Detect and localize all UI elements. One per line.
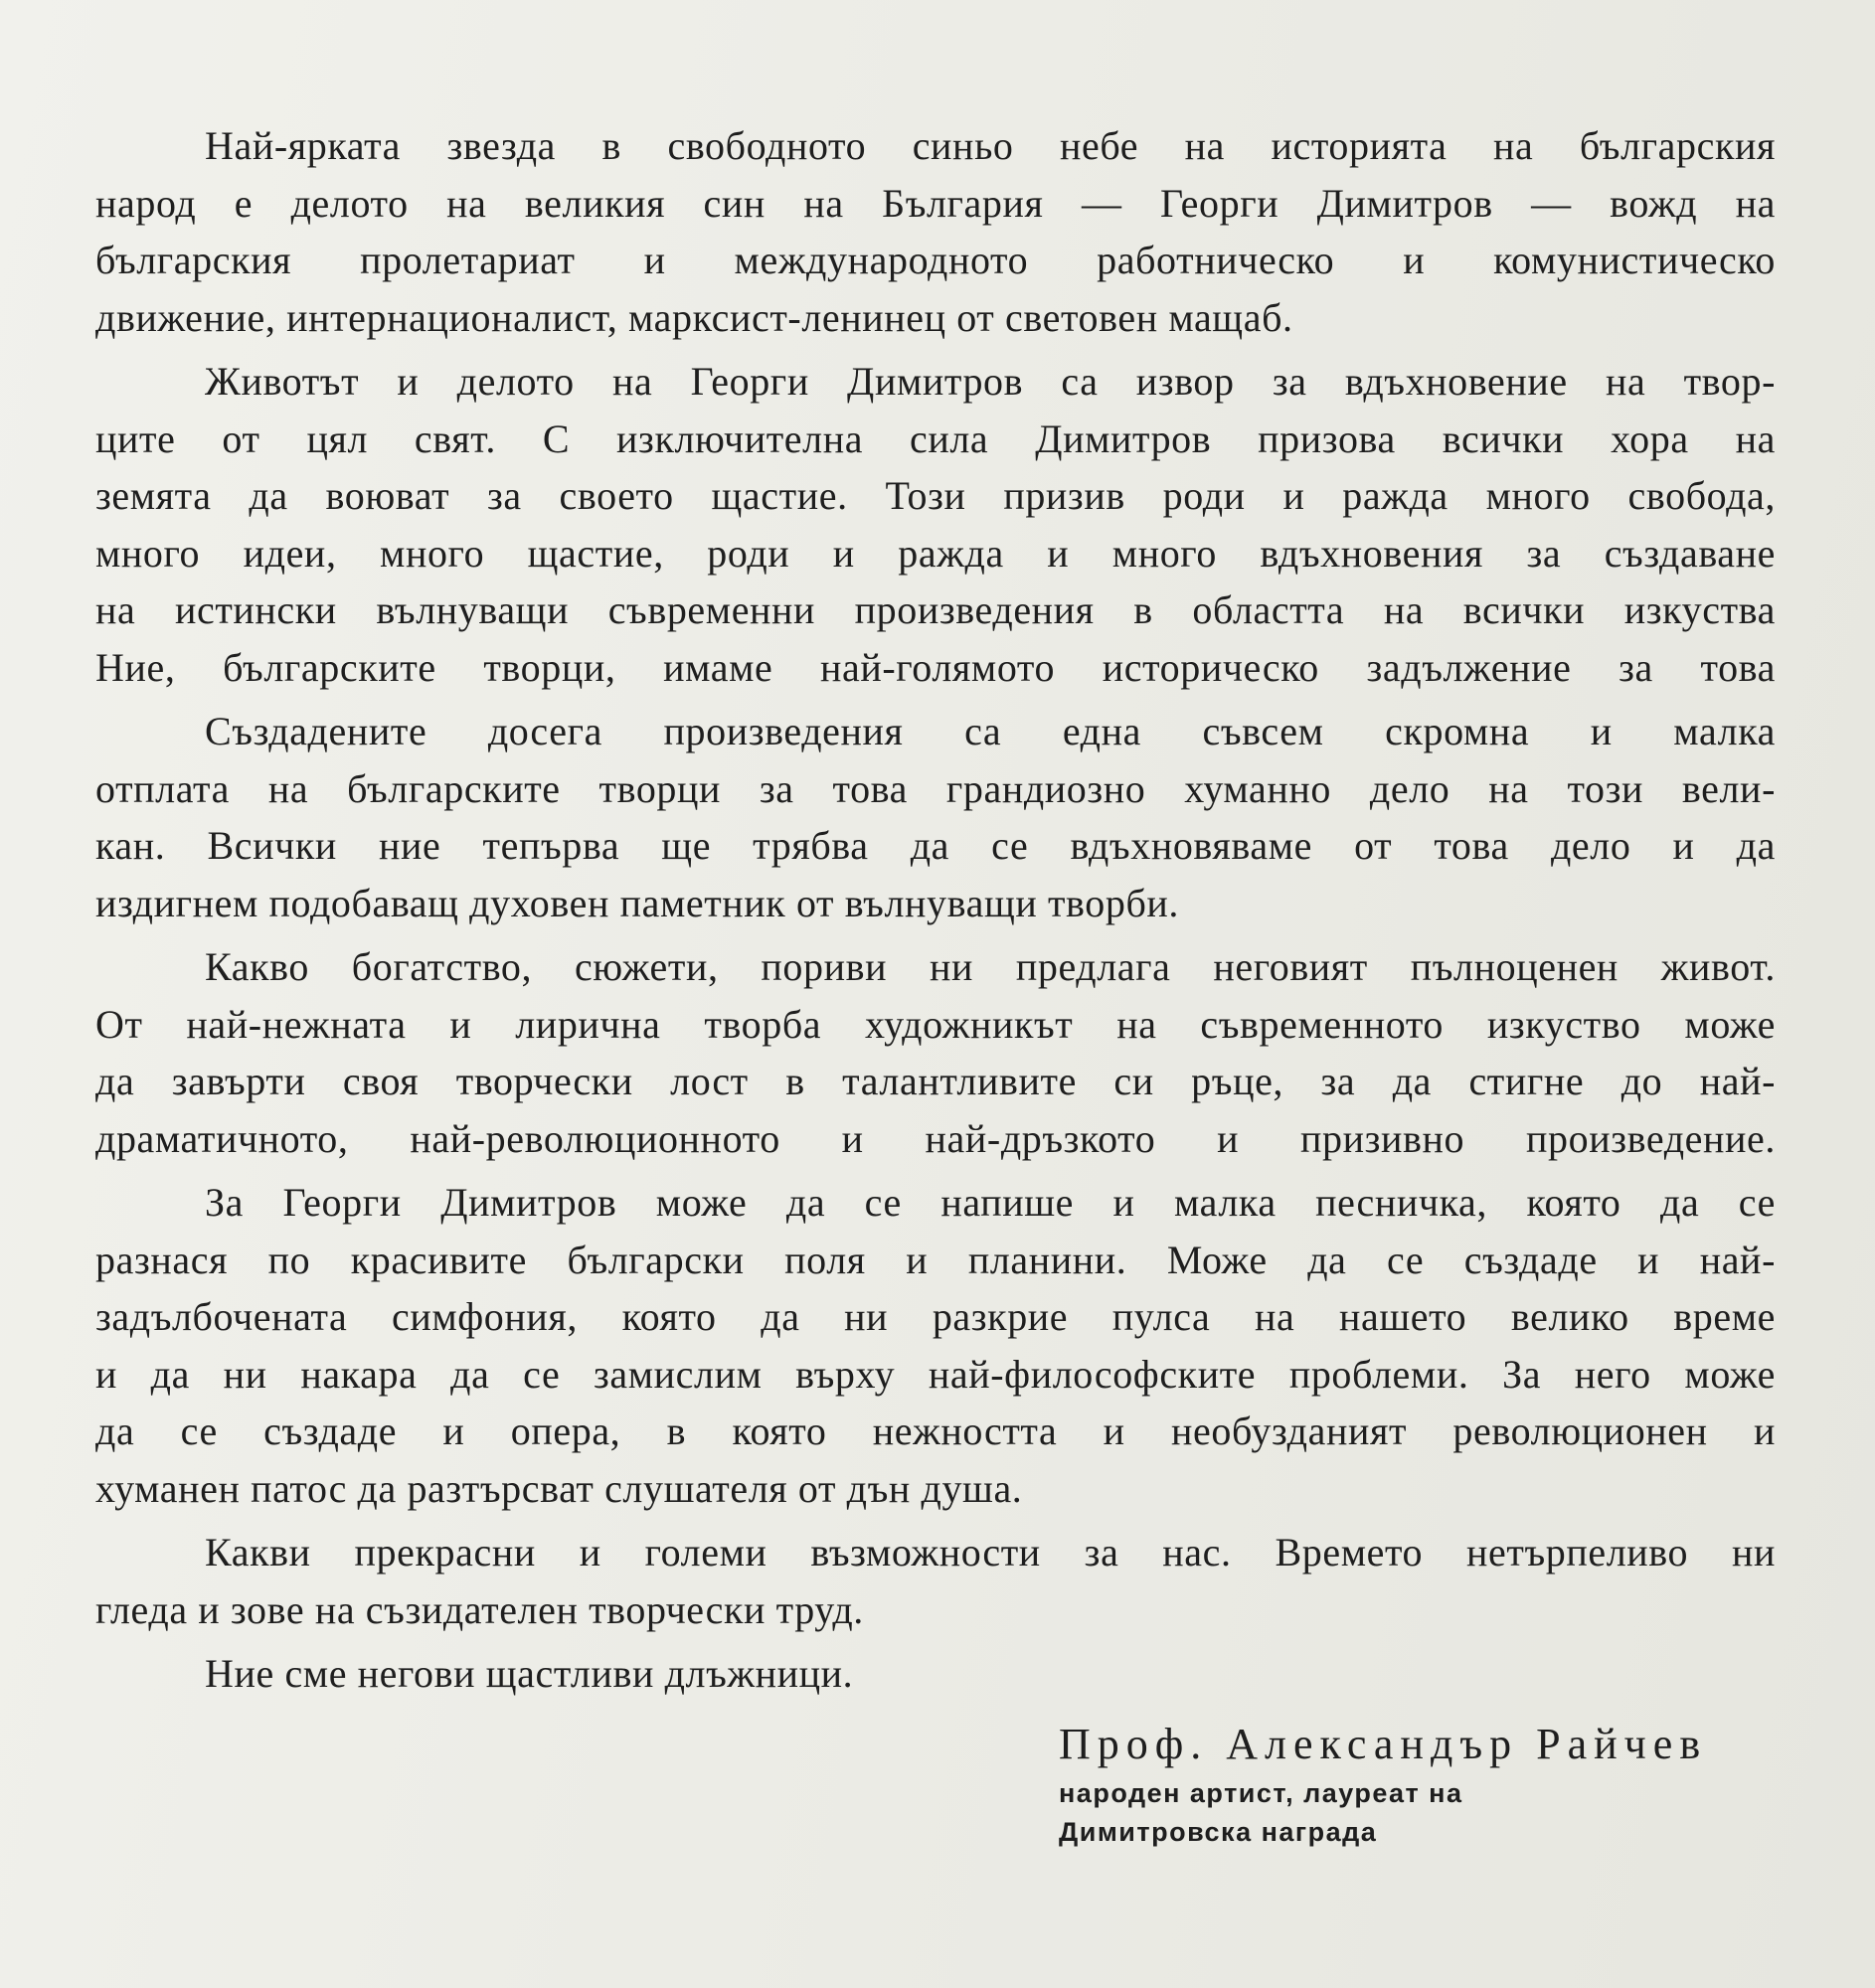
text-line: гледа и зове на съзидателен творчески труд.: [95, 1586, 864, 1632]
text-line: много идеи, много щастие, роди и ражда и много вдъхновения за създаване: [95, 530, 1776, 576]
author-title-line-1: народен артист, лауреат на: [1059, 1778, 1463, 1808]
text-line: Какви прекрасни и големи възможности за нас. Времето нетърпеливо ни: [205, 1530, 1776, 1574]
text-line: Ние сме негови щастливи длъжници.: [205, 1651, 854, 1696]
text-line: на истински вълнуващи съвременни произведения в областта на всички изкуства: [95, 587, 1776, 632]
text-line: Какво богатство, сюжети, пориви ни предлага неговият пълноценен живот.: [205, 944, 1776, 989]
text-line: Създадените досега произведения са една съвсем скромна и малка: [205, 709, 1776, 753]
text-line: движение, интернационалист, марксист-ленинец от световен мащаб.: [95, 294, 1293, 340]
paragraph-3: [95, 703, 1776, 931]
text-line: Най-ярката звезда в свободното синьо небе на историята на българския: [205, 123, 1776, 168]
text-line: кан. Всички ние тепърва ще трябва да се вдъхновяваме от това дело и да: [95, 823, 1776, 868]
text-line: да завърти своя творчески лост в талантливите си ръце, за да стигне до най-: [95, 1059, 1776, 1103]
paragraph-1: [95, 117, 1776, 346]
text-line: земята да воюват за своето щастие. Този призив роди и ражда много свобода,: [95, 473, 1776, 518]
text-line: да се създаде и опера, в която нежността и необузданият революционен и: [95, 1408, 1776, 1453]
paragraph-6: [95, 1524, 1776, 1638]
paragraph-7: [95, 1645, 1776, 1703]
text-line: За Георги Димитров може да се напише и малка песничка, която да се: [205, 1180, 1776, 1225]
text-line: задълбочената симфония, която да ни разкрие пулса на нашето велико време: [95, 1294, 1776, 1339]
text-line: разнася по красивите български поля и планини. Може да се създаде и най-: [95, 1237, 1776, 1282]
text-line: драматичното, най-революционното и най-дръзкото и призивно произведение.: [95, 1115, 1776, 1161]
author-signature: [1059, 1715, 1785, 1852]
paragraph-5: [95, 1174, 1776, 1517]
author-name: Проф. Александър Райчев: [1059, 1720, 1708, 1768]
text-line: народ е делото на великия син на България — Георги Димитров — вожд на: [95, 180, 1776, 226]
text-line: ците от цял свят. С изключителна сила Димитров призова всички хора на: [95, 415, 1776, 461]
text-line: българския пролетариат и международното работническо и комунистическо: [95, 238, 1776, 282]
text-line: и да ни накара да се замислим върху най-философските проблеми. За него може: [95, 1351, 1776, 1397]
text-line: хуманен патос да разтърсват слушателя от дън душа.: [95, 1465, 1023, 1511]
text-line: Ние, българските творци, имаме най-голямото историческо задължение за това: [95, 644, 1776, 690]
text-line: От най-нежната и лирична творба художникът на съвременното изкуство може: [95, 1001, 1776, 1047]
text-line: издигнем подобаващ духовен паметник от вълнуващи творби.: [95, 880, 1180, 925]
text-line: Животът и делото на Георги Димитров са извор за вдъхновение на твор-: [205, 359, 1776, 404]
author-title-line-2: Димитровска награда: [1059, 1817, 1378, 1847]
paragraph-2: [95, 353, 1776, 696]
article-body: [95, 117, 1776, 1710]
paragraph-4: [95, 938, 1776, 1167]
text-line: отплата на българските творци за това грандиозно хуманно дело на този вели-: [95, 765, 1776, 811]
